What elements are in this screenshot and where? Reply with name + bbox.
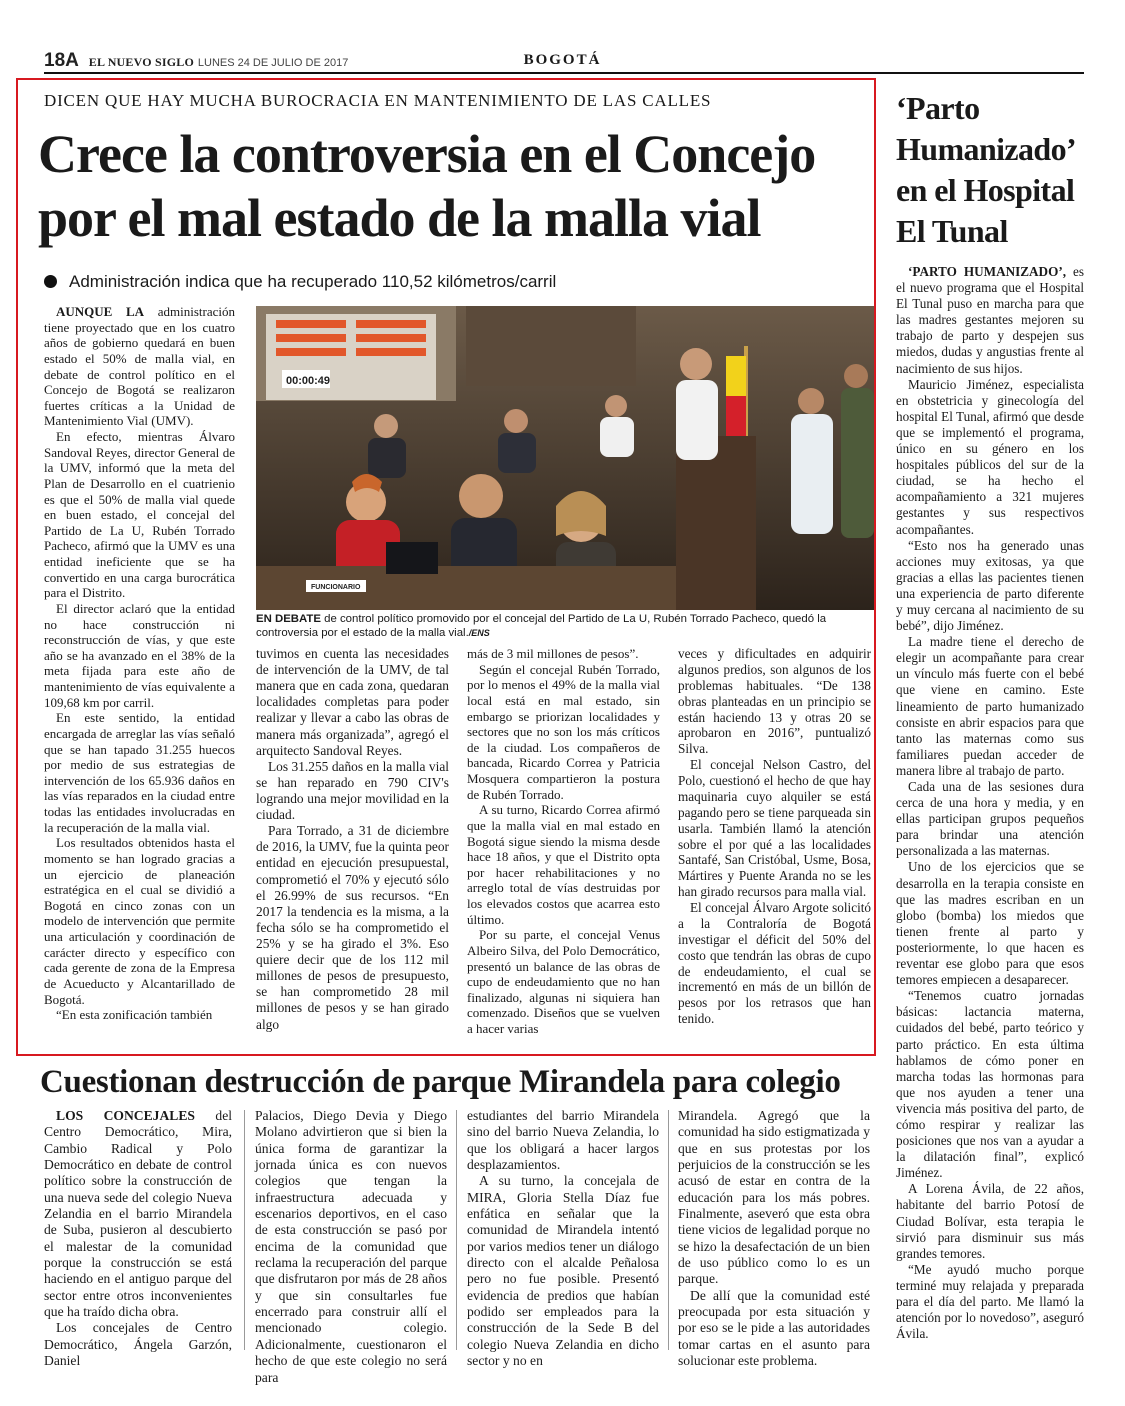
paragraph — [896, 1181, 1084, 1261]
paragraph — [896, 634, 1084, 779]
paragraph-text: es el nuevo programa que el Hospital El Tunal puso en marcha para que las madres gestantes mejoren su trabajo de parto y despejen sus miedos, dudas y angustias frente al nacimiento de sus hijos. — [896, 264, 1084, 376]
paragraph — [256, 646, 449, 759]
paragraph-text: veces y dificultades en adquirir algunos predios, son algunos de los problemas habituales. “De 138 obras planteadas en un principio se están haciendo 13 y otras 20 se aprobaron en 2016”, puntualizó Silva. — [678, 646, 871, 757]
paragraph-text: más de 3 mil millones de pesos”. — [467, 646, 639, 661]
paragraph — [896, 538, 1084, 635]
paragraph-lead: LOS CONCEJALES — [56, 1108, 195, 1123]
paragraph — [678, 1288, 870, 1370]
paragraph-text: En efecto, mientras Álvaro Sandoval Reyes, director General de la UMV, informó que la meta del Plan de Desarrollo en el cuatrienio es que el 50% de malla vial quede en buen estado, el concejal del Partido de La U, Rubén Torrado Pacheco, afirmó que la UMV es una entidad ineficiente que se ha convertido en una carga burocrática para el Distrito. — [44, 429, 235, 601]
paragraph-text: A su turno, Ricardo Correa afirmó que la malla vial en mal estado en Bogotá sigue siendo la misma desde hace 18 años, y que el Distrito opta por hacer rehabilitaciones y no arreglo total de vías destruidas por los elevados costos que acarrea esto último. — [467, 802, 660, 927]
paragraph — [44, 304, 235, 429]
paragraph — [44, 835, 235, 1007]
paragraph — [678, 757, 871, 900]
paragraph — [467, 646, 660, 662]
paragraph-text: “Esto nos ha generado unas acciones muy exitosas, ya que gracias a ellas las pacientes tienen una experiencia de parto diferente y muy cercana al nacimiento de su bebé”, dijo Jiménez. — [896, 537, 1084, 634]
paragraph-text: del Centro Democrático, Mira, Cambio Radical y Polo Democrático en debate de control político sobre la construcción de una nueva sede del colegio Nueva Zelandia en el barrio Mirandela de Suba, pusieron al descubierto el malestar de la comunidad porque la construcción se está haciendo en el antiguo parque del sector entre otros inconvenientes que ha traído dicha obra. — [44, 1108, 232, 1320]
paragraph-text: De allí que la comunidad esté preocupada por esta situación y por eso se le pide a las autoridades tomar cartas en el asunto para solucionar este problema. — [678, 1287, 870, 1369]
main-headline: Crece la controversia en el Concejo por el mal estado de la malla vial — [38, 124, 816, 248]
paragraph — [44, 601, 235, 710]
caption-lead: EN DEBATE — [256, 613, 321, 625]
paragraph — [678, 1108, 870, 1288]
paragraph — [44, 710, 235, 835]
paragraph — [44, 1108, 232, 1320]
main-column-1 — [44, 304, 235, 1023]
paragraph-text: En este sentido, la entidad encargada de arreglar las vías señaló que se han tapado 31.255 huecos por medio de sus estrategias de intervención de los 65.936 daños en las vías reparados en la ciudad entre todas las entidades involucradas en la recuperación de la malla vial. — [44, 710, 235, 835]
main-column-4 — [678, 646, 871, 1027]
column-rule — [244, 1110, 245, 1350]
sidebar-headline: ‘Parto Humanizado’ en el Hospital El Tunal — [896, 90, 1075, 249]
paragraph — [467, 1108, 659, 1173]
paragraph — [255, 1108, 447, 1386]
paragraph — [44, 1320, 232, 1369]
main-column-3 — [467, 646, 660, 1037]
paragraph-text: Según el concejal Rubén Torrado, por lo menos el 49% de la malla vial local está en mal estado, sin embargo se priorizan localidades y sectores que no son los más críticos de la ciudad. Los compañeros de bancada, Ricardo Correa y Patricia Mosquera compartieron la postura de Rubén Torrado. — [467, 661, 660, 802]
paragraph-text: El concejal Álvaro Argote solicitó a la Contraloría de Bogotá investigar el déficit del 50% del costo que tendrán las obras de cupo de endeudamiento, el cual se incrementó en más de un billón de pesos por los retrasos que han tenido. — [678, 900, 871, 1027]
page-number: 18A — [44, 50, 79, 71]
paragraph — [896, 264, 1084, 377]
paragraph — [44, 429, 235, 601]
paragraph-text: “Me ayudó mucho porque terminé muy relajada y preparada para el día del parto. Me llamó la atención por lo novedoso”, aseguró Ávila. — [896, 1261, 1084, 1342]
sidebar-column — [896, 264, 1084, 1342]
paragraph-text: Para Torrado, a 31 de diciembre de 2016, la UMV, fue la quinta peor entidad en ejecución presupuestal, comprometió el 70% y ejecutó sólo el 26.99% de sus recursos. “En 2017 la tendencia es la misma, a la fecha sólo se ha comprometido el 25% y se ha girado el 3%. Eso quiere decir que de los 112 mil millones de pesos de presupuesto, se han comprometido 28 mil millones de pesos y se han girado algo — [256, 823, 449, 1032]
bullet-icon — [44, 275, 57, 288]
paragraph-lead: AUNQUE LA — [56, 304, 145, 319]
paragraph-text: “Tenemos cuatro jornadas básicas: lactancia materna, cuidados del bebé, parto teórico y parto práctico. En esta última hablamos de cómo poner en marcha todas las hormonas para que nos ayuden a tener una vivencia más positiva del parto, de cómo respirar y realizar las posiciones que nos van a ayudar a la dilatación final”, explicó Jiménez. — [896, 988, 1084, 1181]
second-column-4 — [678, 1108, 870, 1370]
main-deck — [44, 272, 556, 292]
paragraph — [896, 859, 1084, 988]
paragraph-text: Los resultados obtenidos hasta el momento se han logrado gracias a un ejercicio de planeación estratégica en el cual se dividió a Bogotá en cinco zonas con un modelo de intervención que permite una articulación y coordinación de carácter directo y específico con cada gerente de zona de la Empresa de Acueducto y Alcantarillado de Bogotá. — [44, 835, 235, 1007]
paragraph-text: La madre tiene el derecho de elegir un acompañante para crear un vínculo más fuerte con el bebé que viene en camino. Este lineamiento de parto humanizado consiste en abrir espacios para que tanto las maternas como sus familiares puedan acceder de manera libre al trabajo de parto. — [896, 634, 1084, 778]
photo-caption — [256, 612, 866, 640]
paragraph — [44, 1007, 235, 1023]
paragraph-text: Por su parte, el concejal Venus Albeiro Silva, del Polo Democrático, presentó un balance de las obras de cupo de endeudamiento que no han finalizado, algunas ni siquiera han comenzado. Diseños que se vuelven a hacer varias — [467, 927, 660, 1036]
paragraph-text: administración tiene proyectado que en los cuatro años de gobierno quedará en buen estado el 50% de malla vial, en debate de control político en el Concejo de Bogotá se realizaron fuertes críticas a la Unidad de Mantenimiento Vial (UMV). — [44, 304, 235, 429]
second-column-3 — [467, 1108, 659, 1370]
caption-text: de control político promovido por el concejal del Partido de La U, Rubén Torrado Pacheco, quedó la controversia por el estado de la malla vial. — [256, 613, 827, 639]
council-photo-illustration — [256, 306, 874, 610]
paragraph — [467, 802, 660, 927]
paragraph-text: A Lorena Ávila, de 22 años, habitante del barrio Potosí de Ciudad Bolívar, esta terapia le sirvió para disminuir sus más grandes temores. — [896, 1181, 1084, 1261]
paragraph-text: El director aclaró que la entidad no hace construcción ni reconstrucción de vías, y que este año se ha avanzado en el 38% de la meta fijada para este año de mantenimiento de vías equivalente a 109,68 km por carril. — [44, 600, 235, 710]
paragraph-text: Los concejales de Centro Democrático, Ángela Garzón, Daniel — [44, 1320, 232, 1369]
paragraph — [467, 662, 660, 803]
paragraph — [896, 779, 1084, 859]
paragraph-text: estudiantes del barrio Mirandela sino del barrio Nueva Zelandia, lo que los obligará a hacer largos desplazamientos. — [467, 1108, 659, 1173]
screen-timer: 00:00:49 — [286, 375, 331, 387]
publication-date: LUNES 24 DE JULIO DE 2017 — [197, 57, 349, 69]
section-name: BOGOTÁ — [523, 52, 602, 68]
paragraph — [896, 377, 1084, 538]
paragraph — [678, 646, 871, 757]
paragraph-text: Palacios, Diego Devia y Diego Molano advirtieron que si bien la única forma de garantizar la jornada única es con nuevos colegios que tengan la infraestructura adecuada y escenarios deportivos, en el caso de esta construcción se pasó por encima de la comunidad que reclama la recuperación del parque que disfrutaron por más de 28 años y que sin consultarles fue encerrado para construir allí el mencionado colegio. Adicionalmente, cuestionaron el hecho de que este colegio no será para — [255, 1108, 447, 1385]
paragraph-text: Mauricio Jiménez, especialista en obstetricia y ginecología del hospital El Tunal, afirmó que desde que se implementó el programa, único en su género en los hospitales públicos del sur de la ciudad, se ha hecho el acompañamiento a 321 mujeres gestantes y sus respectivos acompañantes. — [896, 376, 1084, 537]
second-column-1 — [44, 1108, 232, 1370]
paragraph — [256, 823, 449, 1032]
paragraph — [467, 927, 660, 1036]
second-headline: Cuestionan destrucción de parque Mirandela para colegio — [40, 1064, 841, 1100]
second-column-2 — [255, 1108, 447, 1386]
column-rule — [456, 1110, 457, 1350]
paragraph-text: Mirandela. Agregó que la comunidad ha sido estigmatizada y que en sus protestas por los perjuicios de la construcción se les acusó de estar en contra de la educación para los más pobres. Finalmente, aseveró que esta obra tiene vicios de legalidad porque no se hizo la desafectación de un bien de uso público como lo es un parque. — [678, 1108, 870, 1287]
column-rule — [668, 1110, 669, 1350]
paragraph-lead: ‘PARTO HUMANIZADO’, — [908, 264, 1067, 279]
paragraph-text: tuvimos en cuenta las necesidades de intervención de la UMV, de tal manera que en cada zona, quedaran localidades completas para poder realizar y llevar a cabo las obras de manera más organizada”, agregó el arquitecto Sandoval Reyes. — [256, 646, 449, 758]
paragraph — [256, 759, 449, 823]
newspaper-name: EL NUEVO SIGLO — [88, 55, 195, 69]
paragraph-text: Los 31.255 daños en la malla vial se han reparado en 790 CIV's logrando una mejor movilidad en la ciudad. — [256, 758, 449, 823]
photo-credit: /ENS — [468, 628, 490, 638]
desk-sign: FUNCIONARIO — [311, 584, 361, 591]
deck-text: Administración indica que ha recuperado 110,52 kilómetros/carril — [69, 272, 557, 291]
paragraph-text: “En esta zonificación también — [56, 1007, 213, 1023]
paragraph — [467, 1173, 659, 1369]
paragraph-text: A su turno, la concejala de MIRA, Gloria Stella Díaz fue enfática en señalar que la comunidad de Mirandela intentó por varios medios tener un diálogo directo con el alcalde Peñalosa pero no fue posible. Presentó evidencia de predios que habían podido ser empleados para la construcción de la Sede B del colegio Nueva Zelandia en dicho sector y no en — [467, 1173, 659, 1369]
header-rule — [44, 72, 1084, 74]
paragraph-text: Uno de los ejercicios que se desarrolla en la terapia consiste en que las madres escriban en un globo (bomba) los miedos que tienen frente al parto y posteriormente, lo que hacen es reventar ese globo para que esos temores empiecen a desaparecer. — [896, 859, 1084, 988]
main-column-2 — [256, 646, 449, 1033]
paragraph-text: Cada una de las sesiones dura cerca de una hora y media, y en ellas participan grupos pequeños para brindar una atención personalizada a las maternas. — [896, 779, 1084, 859]
paragraph — [896, 1262, 1084, 1342]
council-photo — [256, 306, 874, 610]
paragraph-text: El concejal Nelson Castro, del Polo, cuestionó el hecho de que hay maquinaria cuyo alquiler se está pagando pero se tiene parqueada sin usarla. También llamó la atención sobre el por qué a las localidades Santafé, San Cristóbal, Usme, Bosa, Mártires y Puente Aranda no se les han girado recursos para malla vial. — [678, 757, 871, 900]
main-kicker: DICEN QUE HAY MUCHA BUROCRACIA EN MANTENIMIENTO DE LAS CALLES — [44, 91, 712, 110]
paragraph — [896, 988, 1084, 1181]
paragraph — [678, 900, 871, 1027]
